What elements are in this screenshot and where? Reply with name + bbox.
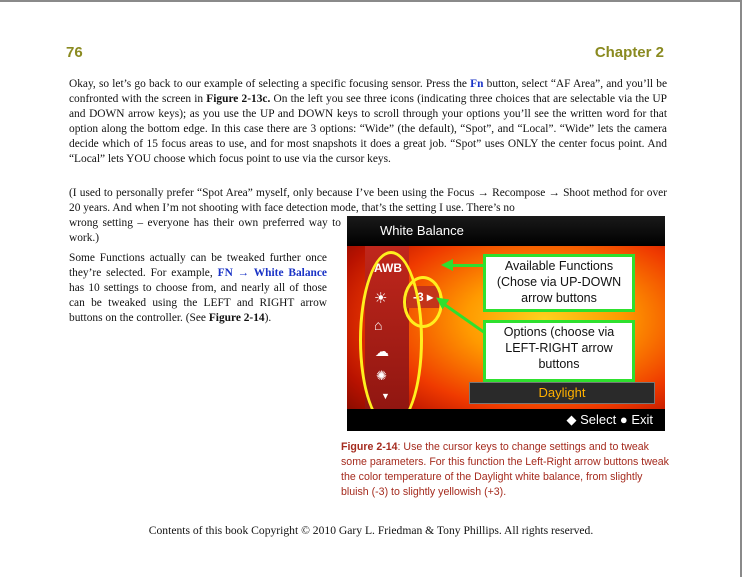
adjustment-value: -3 (412, 290, 424, 304)
copyright-footer: Contents of this book Copyright © 2010 Gary L. Friedman & Tony Phillips. All rights reserved. (148, 524, 594, 537)
paragraph-spot-area-cont: wrong setting – everyone has their own preferred way to work.) (69, 217, 341, 244)
page-number: 76 (66, 44, 83, 61)
callout-available-functions: Available Functions (Chose via UP-DOWN arrow buttons (483, 254, 635, 312)
text: ). (264, 312, 272, 324)
paragraph-af-area (69, 77, 667, 167)
fn-button-ref: Fn (470, 78, 484, 90)
paragraph-white-balance (69, 251, 327, 326)
figure-caption (341, 440, 671, 500)
exit-icon: ● (619, 412, 628, 427)
exit-label: Exit (631, 412, 653, 427)
current-setting-label: Daylight (469, 382, 655, 404)
shade-icon: ⌂ (374, 317, 383, 333)
callout-options: Options (choose via LEFT-RIGHT arrow buttons (483, 320, 635, 382)
paragraph-spot-area: (I used to personally prefer “Spot Area” myself, only because I’ve been using the Focus → Recompose → Shoot method for over 20 years. And when I’m not shooting with face detection mode, that’s the setting I use. There’s no (69, 187, 667, 214)
white-balance-screen-photo (347, 216, 665, 431)
text: button, select “AF Area”, and you’ll be confronted with the screen in (69, 78, 668, 105)
screen-title: White Balance (347, 216, 665, 246)
cloud-icon: ☁ (375, 343, 389, 359)
bulb-icon: ✺ (376, 368, 387, 383)
select-label: Select (580, 412, 617, 427)
chapter-heading: Chapter 2 (594, 44, 664, 61)
caption-label: Figure 2-14 (341, 441, 398, 453)
sun-icon: ☀ (374, 290, 388, 307)
callout-arrow-line (449, 264, 483, 267)
figure-ref: Figure 2-13c. (206, 93, 271, 105)
down-arrow-icon: ▼ (381, 391, 390, 401)
caption-text: : Use the cursor keys to change settings and to tweak some parameters. For this function the Left-Right arrow buttons tweak the color temperature of the Daylight white balance, from slightly bluish (-3) to slightly yellowish (+3). (341, 441, 669, 498)
fn-white-balance-ref: FN → White Balance (217, 267, 327, 279)
text: On the left you see three icons (indicating three choices that are selectable via the UP and DOWN arrow keys); as you use the UP and DOWN keys to scroll through your options you’ll see the written word for that option along the bottom edge. In this case there are 3 options: “Wide” (the default), “Spot”, and “Local”. “Wide” lets the camera decide which of 15 focus areas to use, and for most snapshots it does a great job. “Spot” uses ONLY the center focus point. And “Local” lets YOU choose which focus point to use via the cursor keys. (69, 93, 667, 165)
text: Some Functions actually can be tweaked further once they’re selected. For example, (69, 252, 327, 279)
awb-icon: AWB (374, 261, 402, 275)
callout-arrow-line (442, 302, 485, 333)
select-icon: ◆ (566, 412, 577, 427)
text: Okay, so let’s go back to our example of selecting a specific focusing sensor. Press the (69, 78, 471, 90)
screen-hint-bar (347, 409, 665, 431)
text: has 10 settings to choose from, and nearly all of those can be tweaked using the LEFT and RIGHT arrow buttons on the controller. (See (69, 282, 327, 324)
figure-ref: Figure 2-14 (208, 312, 265, 324)
selected-adjustment: -3 ▸ (407, 286, 439, 308)
window-border-top (0, 0, 742, 2)
callout-arrow-head (441, 259, 453, 271)
